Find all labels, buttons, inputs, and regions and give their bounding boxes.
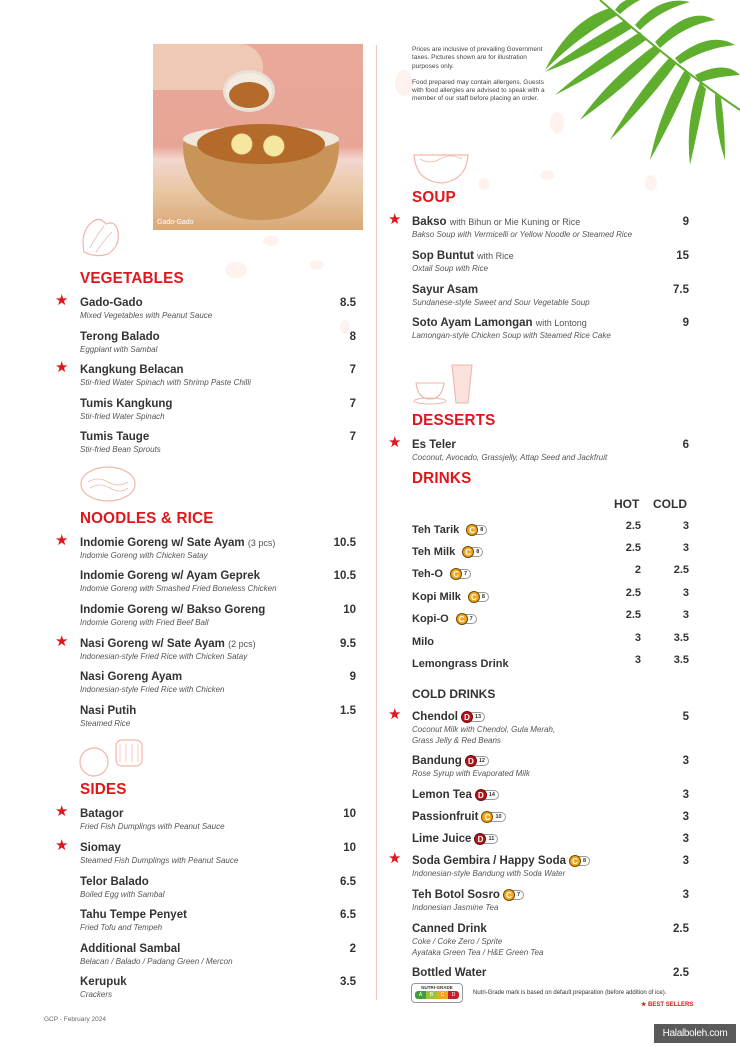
drink-row: Teh Tarik C 8 2.5 3	[412, 520, 689, 536]
menu-item: Sayur Asam Sundanese-style Sweet and Sour Vegetable Soup 7.5	[412, 284, 689, 307]
nutri-grade-badge: D 12	[465, 755, 489, 767]
item-price: 3	[682, 889, 689, 901]
item-price: 7	[349, 364, 356, 376]
menu-item: Indomie Goreng w/ Ayam Geprek Indomie Goreng with Smashed Fried Boneless Chicken 10.5	[80, 570, 356, 593]
background-petal	[645, 175, 657, 191]
best-seller-star-icon: ★	[55, 359, 69, 376]
menu-item: Indomie Goreng w/ Sate Ayam (3 pcs) Indomie Goreng with Chicken Satay 10.5	[80, 537, 356, 560]
nutri-grade-badge: D 11	[474, 833, 498, 845]
best-seller-star-icon: ★	[55, 837, 69, 854]
item-price: 9	[682, 317, 689, 329]
menu-item: Soto Ayam Lamongan with Lontong Lamongan-style Chicken Soup with Steamed Rice Cake 9	[412, 317, 689, 340]
menu-item: Lemon Tea D 14 3	[412, 789, 689, 802]
menu-item: Bandung D 12 Rose Syrup with Evaporated Milk 3	[412, 755, 689, 779]
item-price: 3.5	[340, 976, 356, 988]
background-petal	[395, 70, 413, 96]
nutri-grade-badge: C 7	[450, 568, 471, 580]
menu-item: Es Teler Coconut, Avocado, Grassjelly, Attap Seed and Jackfruit 6	[412, 439, 689, 462]
menu-item: Lime Juice D 11 3	[412, 833, 689, 846]
background-petal	[310, 260, 324, 270]
item-price: 2.5	[673, 967, 689, 979]
menu-item: Chendol D 13 Coconut Milk with Chendol, Gula Merah, Grass Jelly & Red Beans 5	[412, 711, 689, 746]
menu-item: Nasi Goreng w/ Sate Ayam (2 pcs) Indonesian-style Fried Rice with Chicken Satay 9.5	[80, 638, 356, 661]
best-sellers-legend: ★ BEST SELLERS	[641, 1002, 694, 1008]
item-price: 3	[682, 833, 689, 845]
background-petal	[540, 170, 554, 180]
best-seller-star-icon: ★	[55, 633, 69, 650]
background-petal	[263, 236, 279, 246]
menu-item: Kangkung Belacan Stir-fried Water Spinach with Shrimp Paste Chilli 7	[80, 364, 356, 387]
nutri-grade-scale: A B C D	[415, 991, 459, 999]
soup-bowl-sketch-icon	[410, 145, 472, 185]
photo-caption: Gado-Gado	[157, 219, 194, 226]
section-title-drinks: DRINKS	[412, 470, 472, 487]
best-seller-star-icon: ★	[388, 706, 402, 723]
section-title-desserts: DESSERTS	[412, 412, 496, 429]
section-title-vegetables: VEGETABLES	[80, 270, 184, 287]
menu-item: Teh Botol Sosro C 7 Indonesian Jasmine Tea 3	[412, 889, 689, 913]
item-price: 6.5	[340, 876, 356, 888]
cold-column-header: COLD	[653, 497, 687, 511]
nutri-grade-note: Nutri-Grade mark is based on default preparation (before addition of ice).	[473, 990, 667, 996]
tax-notice: Prices are inclusive of prevailing Government taxes. Pictures shown are for illustration purposes only.	[412, 46, 543, 70]
sides-sketch-icon	[78, 736, 148, 780]
best-seller-star-icon: ★	[55, 292, 69, 309]
item-price: 6	[682, 439, 689, 451]
drink-row: Milo 3 3.5	[412, 632, 689, 648]
item-price: 8	[349, 331, 356, 343]
best-seller-star-icon: ★	[55, 803, 69, 820]
menu-item: Telor Balado Boiled Egg with Sambal 6.5	[80, 876, 356, 899]
item-price: 10.5	[333, 570, 356, 582]
nutri-grade-badge: C 10	[481, 811, 505, 823]
item-price: 10	[343, 808, 356, 820]
best-seller-star-icon: ★	[55, 532, 69, 549]
section-title-noodles-rice: NOODLES & RICE	[80, 510, 214, 527]
best-seller-star-icon: ★	[388, 211, 402, 228]
item-price: 3	[682, 755, 689, 767]
noodle-bowl-sketch-icon	[78, 464, 138, 504]
background-petal	[478, 178, 490, 190]
menu-item: Gado-Gado Mixed Vegetables with Peanut Sauce 8.5	[80, 297, 356, 320]
menu-item: Bakso with Bihun or Mie Kuning or Rice Bakso Soup with Vermicelli or Yellow Noodle or Steamed Rice 9	[412, 216, 689, 239]
nutri-grade-badge: C 8	[466, 524, 487, 536]
item-price: 6.5	[340, 909, 356, 921]
vegetable-sketch-icon	[78, 212, 122, 258]
nutri-grade-badge: C 7	[503, 889, 524, 901]
drink-row: Teh-O C 7 2 2.5	[412, 564, 689, 580]
section-title-soup: SOUP	[412, 189, 456, 206]
nutri-grade-badge: C 7	[456, 613, 477, 625]
menu-item: Tumis Tauge Stir-fried Bean Sprouts 7	[80, 431, 356, 454]
nutri-grade-badge: C 8	[468, 591, 489, 603]
item-price: 9.5	[340, 638, 356, 650]
menu-item: Batagor Fried Fish Dumplings with Peanut Sauce 10	[80, 808, 356, 831]
item-price: 8.5	[340, 297, 356, 309]
item-price: 7	[349, 431, 356, 443]
item-price: 10	[343, 604, 356, 616]
footer-text: GCP - February 2024	[44, 1016, 107, 1023]
nutri-grade-badge: D 14	[475, 789, 499, 801]
drink-row: Teh Milk C 8 2.5 3	[412, 542, 689, 558]
watermark: Halalboleh.com	[654, 1024, 736, 1043]
hot-column-header: HOT	[614, 497, 640, 511]
menu-item: Nasi Goreng Ayam Indonesian-style Fried Rice with Chicken 9	[80, 671, 356, 694]
palm-leaf-icon	[540, 0, 740, 170]
menu-item: Sop Buntut with Rice Oxtail Soup with Rice 15	[412, 250, 689, 273]
menu-item: Soda Gembira / Happy Soda C 8 Indonesian-style Bandung with Soda Water 3	[412, 855, 689, 879]
background-petal	[225, 262, 247, 278]
menu-item: Tahu Tempe Penyet Fried Tofu and Tempeh 6.5	[80, 909, 356, 932]
nutri-grade-legend: NUTRI-GRADE A B C D	[411, 983, 463, 1003]
peanut-sauce	[229, 82, 269, 108]
allergen-notice: Food prepared may contain allergens. Guests with food allergies are advised to speak with a member of our staff before placing an order.	[412, 78, 545, 103]
menu-item: Terong Balado Eggplant with Sambal 8	[80, 331, 356, 354]
notice-text	[412, 46, 547, 104]
menu-item: Canned Drink Coke / Coke Zero / Sprite Ayataka Green Tea / H&E Green Tea 2.5	[412, 923, 689, 957]
menu-item: Additional Sambal Belacan / Balado / Padang Green / Mercon 2	[80, 943, 356, 966]
gado-gado-photo	[153, 44, 363, 230]
best-seller-star-icon: ★	[388, 850, 402, 867]
nutri-grade-badge: C 8	[462, 546, 483, 558]
menu-item: Passionfruit C 10 3	[412, 811, 689, 824]
drink-row: Kopi-O C 7 2.5 3	[412, 609, 689, 625]
menu-item: Nasi Putih Steamed Rice 1.5	[80, 705, 356, 728]
item-price: 2.5	[673, 923, 689, 935]
menu-item: Indomie Goreng w/ Bakso Goreng Indomie Goreng with Fried Beef Ball 10	[80, 604, 356, 627]
item-price: 9	[349, 671, 356, 683]
menu-item: Tumis Kangkung Stir-fried Water Spinach 7	[80, 398, 356, 421]
dessert-sketch-icon	[412, 363, 476, 405]
item-price: 15	[676, 250, 689, 262]
item-price: 5	[682, 711, 689, 723]
menu-item: Siomay Steamed Fish Dumplings with Peanut Sauce 10	[80, 842, 356, 865]
item-price: 7	[349, 398, 356, 410]
menu-item: Kerupuk Crackers 3.5	[80, 976, 356, 999]
item-price: 3	[682, 789, 689, 801]
item-price: 7.5	[673, 284, 689, 296]
item-price: 10	[343, 842, 356, 854]
drink-row: Kopi Milk C 8 2.5 3	[412, 587, 689, 603]
food	[197, 124, 325, 164]
section-title-sides: SIDES	[80, 781, 127, 798]
best-seller-star-icon: ★	[388, 434, 402, 451]
item-price: 3	[682, 855, 689, 867]
item-price: 9	[682, 216, 689, 228]
nutri-grade-badge: D 13	[461, 711, 485, 723]
item-price: 10.5	[333, 537, 356, 549]
nutri-grade-badge: C 8	[569, 855, 590, 867]
section-title-cold-drinks: COLD DRINKS	[412, 687, 496, 701]
item-price: 3	[682, 811, 689, 823]
item-price: 2	[349, 943, 356, 955]
drink-row: Lemongrass Drink 3 3.5	[412, 654, 689, 670]
column-divider	[376, 45, 377, 1000]
item-price: 1.5	[340, 705, 356, 717]
menu-item: Bottled Water 2.5	[412, 967, 689, 979]
